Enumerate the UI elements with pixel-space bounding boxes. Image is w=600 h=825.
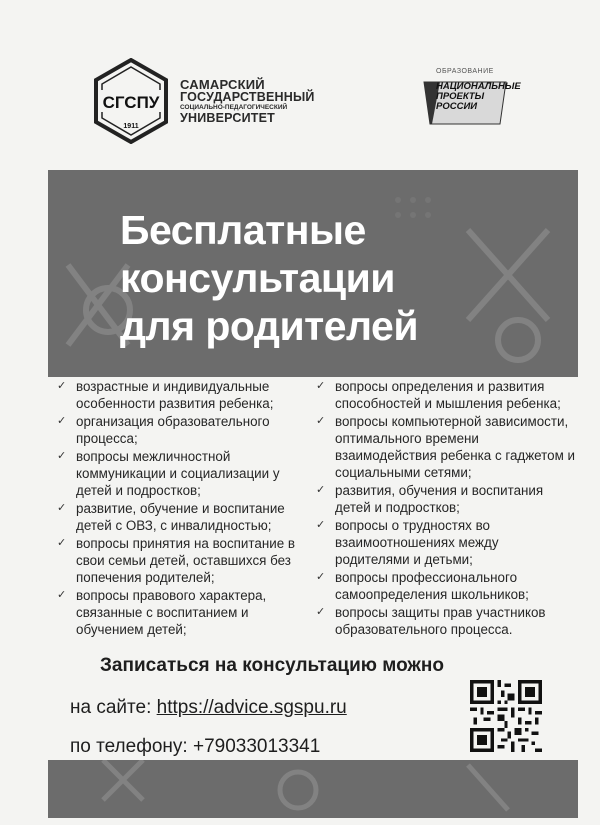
footer-banner <box>48 760 578 818</box>
topic-item <box>55 448 303 499</box>
national-projects-line2: ПРОЕКТЫ <box>436 91 485 102</box>
topic-text: вопросы компьютерной зависимости, оптимального времени взаимодействия ребенка с гаджетом и социальными сетями; <box>335 414 576 480</box>
topic-text: вопросы определения и развития способностей и мышления ребенка; <box>335 379 561 411</box>
topic-text: развития, обучения и воспитания детей и подростков; <box>335 483 544 515</box>
topic-text: вопросы о трудностях во взаимоотношениях между родителями и детьми; <box>335 518 499 567</box>
page-title <box>120 206 418 350</box>
topic-text: организация образовательного процесса; <box>76 414 270 446</box>
site-row <box>70 697 347 719</box>
topic-item <box>55 535 303 586</box>
topic-text: возрастные и индивидуальные особенности развития ребенка; <box>76 379 274 411</box>
topic-item <box>314 604 576 638</box>
title-line3: для родителей <box>120 303 419 349</box>
national-projects-text <box>436 82 521 112</box>
national-projects-small: ОБРАЗОВАНИЕ <box>436 68 494 75</box>
site-link[interactable]: https://advice.sgspu.ru <box>156 697 347 718</box>
national-projects-line1: НАЦИОНАЛЬНЫЕ <box>436 81 521 92</box>
signup-title: Записаться на консультацию можно <box>100 655 444 676</box>
phone-number[interactable]: +79033013341 <box>192 736 321 757</box>
check-icon: ✓ <box>57 450 67 462</box>
check-icon: ✓ <box>316 415 326 427</box>
site-label: на сайте: <box>70 697 152 718</box>
university-logo-icon <box>92 58 170 144</box>
qr-code-icon[interactable] <box>470 680 542 752</box>
check-icon: ✓ <box>316 519 326 531</box>
check-icon: ✓ <box>316 484 326 496</box>
check-icon: ✓ <box>57 589 67 601</box>
topic-item <box>314 517 576 568</box>
university-name <box>180 78 315 125</box>
topic-text: вопросы принятия на воспитание в свои семьи детей, оставшихся без попечения родителей; <box>76 536 295 585</box>
national-projects-logo <box>420 68 521 128</box>
topic-item <box>55 378 303 412</box>
title-banner <box>48 170 578 377</box>
topics-left-column <box>55 378 303 639</box>
check-icon: ✓ <box>57 537 67 549</box>
topic-text: вопросы межличностной коммуникации и социализации у детей и подростков; <box>76 449 280 498</box>
check-icon: ✓ <box>57 502 67 514</box>
check-icon: ✓ <box>316 571 326 583</box>
check-icon: ✓ <box>316 606 326 618</box>
topic-item <box>314 569 576 603</box>
topic-item <box>55 413 303 447</box>
check-icon: ✓ <box>57 415 67 427</box>
logo-text: СГСПУ <box>102 93 160 112</box>
check-icon: ✓ <box>316 380 326 392</box>
topics-right-column <box>314 378 576 639</box>
topic-text: вопросы правового характера, связанные с воспитанием и обучением детей; <box>76 588 267 637</box>
university-name-line3: СОЦИАЛЬНО-ПЕДАГОГИЧЕСКИЙ <box>180 103 288 111</box>
topic-item <box>314 482 576 516</box>
topic-item <box>55 500 303 534</box>
phone-row <box>70 736 320 758</box>
logo-year: 1911 <box>123 123 139 130</box>
footer-decoration <box>48 760 578 818</box>
title-line1: Бесплатные <box>120 207 366 253</box>
topic-text: вопросы профессионального самоопределения школьников; <box>335 570 529 602</box>
topic-text: вопросы защиты прав участников образовательного процесса. <box>335 605 546 637</box>
topics-left-list <box>55 378 303 638</box>
university-name-line2: ГОСУДАРСТВЕННЫЙ <box>180 90 315 104</box>
national-projects-line3: РОССИИ <box>436 101 478 112</box>
title-line2: консультации <box>120 255 395 301</box>
university-name-line1: САМАРСКИЙ <box>180 77 265 92</box>
topic-item <box>55 587 303 638</box>
check-icon: ✓ <box>57 380 67 392</box>
topic-item <box>314 378 576 412</box>
university-name-line4: УНИВЕРСИТЕТ <box>180 111 275 125</box>
topics-right-list <box>314 378 576 638</box>
topic-item <box>314 413 576 481</box>
phone-label: по телефону: <box>70 736 188 757</box>
topic-text: развитие, обучение и воспитание детей с ОВЗ, с инвалидностью; <box>76 501 285 533</box>
